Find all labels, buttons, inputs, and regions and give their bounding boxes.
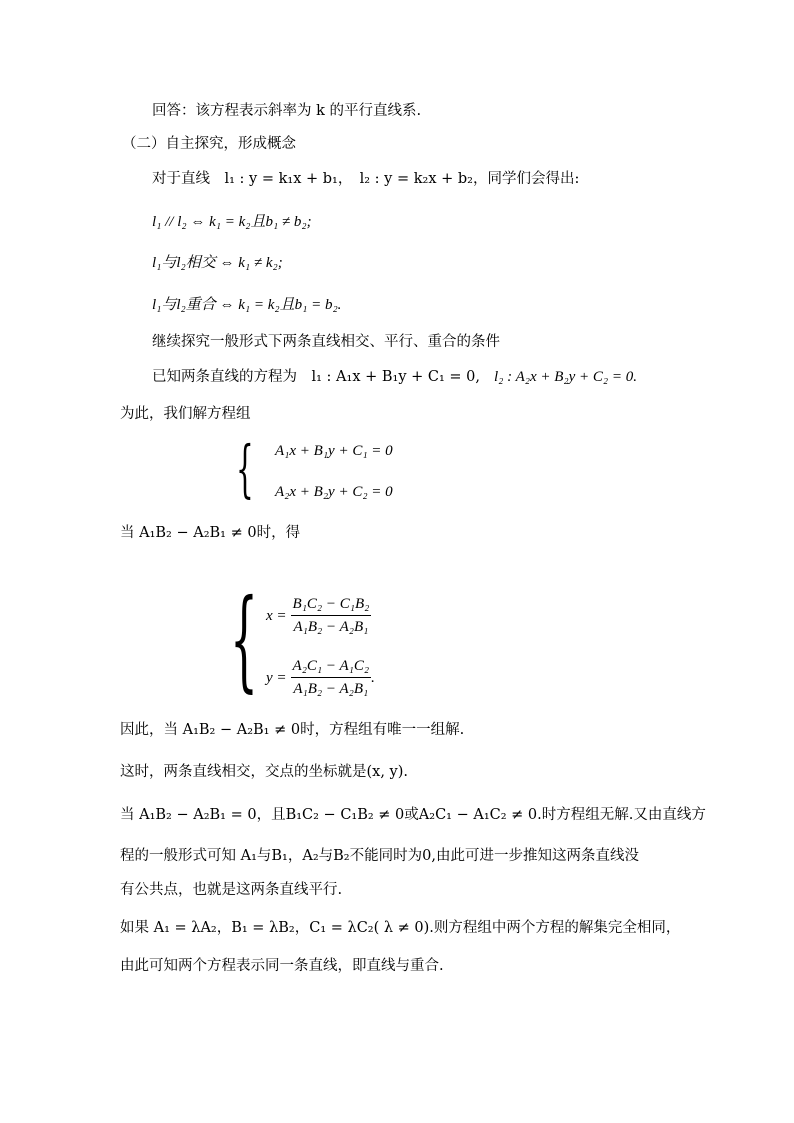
system-equation-2: A₂x + B₂y + C₂ = 0	[275, 484, 393, 500]
given-line-l1: 已知两条直线的方程为 l₁ : A₁x + B₁y + C₁ = 0,	[152, 369, 481, 385]
x-lhs: x =	[266, 607, 287, 624]
line-equations-intro: 对于直线 l₁ : y = k₁x + b₁， l₂ : y = k₂x + b₂，同学们会得出:	[152, 171, 580, 187]
y-fraction	[291, 656, 372, 699]
y-lhs: y =	[266, 669, 287, 686]
section-heading: （二）自主探究，形成概念	[122, 136, 296, 152]
general-form-reasoning: 程的一般形式可知 A₁与B₁，A₂与B₂不能同时为0,由此可进一步推知这两条直线没	[120, 848, 639, 864]
solve-system-intro: 为此，我们解方程组	[120, 406, 251, 422]
solution-brace: {	[230, 575, 258, 703]
coincide-condition: l₁与l₂重合 ⇔ k₁ = k₂且b₁ = b₂.	[152, 297, 342, 313]
parallel-conclusion: 有公共点，也就是这两条直线平行.	[120, 882, 343, 898]
solution-x	[266, 594, 371, 637]
intersection-point: 这时，两条直线相交，交点的坐标就是(x, y).	[120, 764, 409, 780]
coincide-conclusion: 由此可知两个方程表示同一条直线，即直线与重合.	[120, 958, 444, 974]
determinant-condition: 当 A₁B₂ − A₂B₁ ≠ 0时，得	[120, 525, 301, 541]
y-numerator: A₂C₁ − A₁C₂	[291, 656, 372, 678]
solution-y	[266, 656, 375, 699]
x-fraction	[291, 594, 372, 637]
parallel-condition: l₁ // l₂ ⇔ k₁ = k₂且b₁ ≠ b₂;	[152, 214, 312, 230]
x-denominator: A₁B₂ − A₂B₁	[293, 619, 369, 635]
proportional-condition: 如果 A₁ = λA₂，B₁ = λB₂，C₁ = λC₂( λ ≠ 0).则方程组中两个方程的解集完全相同，	[120, 920, 681, 936]
given-line-l2: l₂ : A₂x + B₂y + C₂ = 0.	[494, 369, 638, 385]
system-brace: {	[236, 432, 254, 505]
x-numerator: B₁C₂ − C₁B₂	[291, 594, 372, 616]
answer-line: 回答：该方程表示斜率为 k 的平行直线系.	[152, 103, 422, 119]
no-solution-condition: 当 A₁B₂ − A₂B₁ = 0，且B₁C₂ − C₁B₂ ≠ 0或A₂C₁ − A₁C₂ ≠ 0.时方程组无解.又由直线方	[120, 807, 706, 823]
unique-solution: 因此，当 A₁B₂ − A₂B₁ ≠ 0时，方程组有唯一一组解.	[120, 722, 465, 738]
system-equation-1: A₁x + B₁y + C₁ = 0	[275, 443, 393, 459]
explore-general-form: 继续探究一般形式下两条直线相交、平行、重合的条件	[152, 334, 500, 350]
intersect-condition: l₁与l₂相交 ⇔ k₁ ≠ k₂;	[152, 255, 283, 271]
y-denominator: A₁B₂ − A₂B₁	[293, 681, 369, 697]
y-end-period: .	[371, 669, 375, 686]
